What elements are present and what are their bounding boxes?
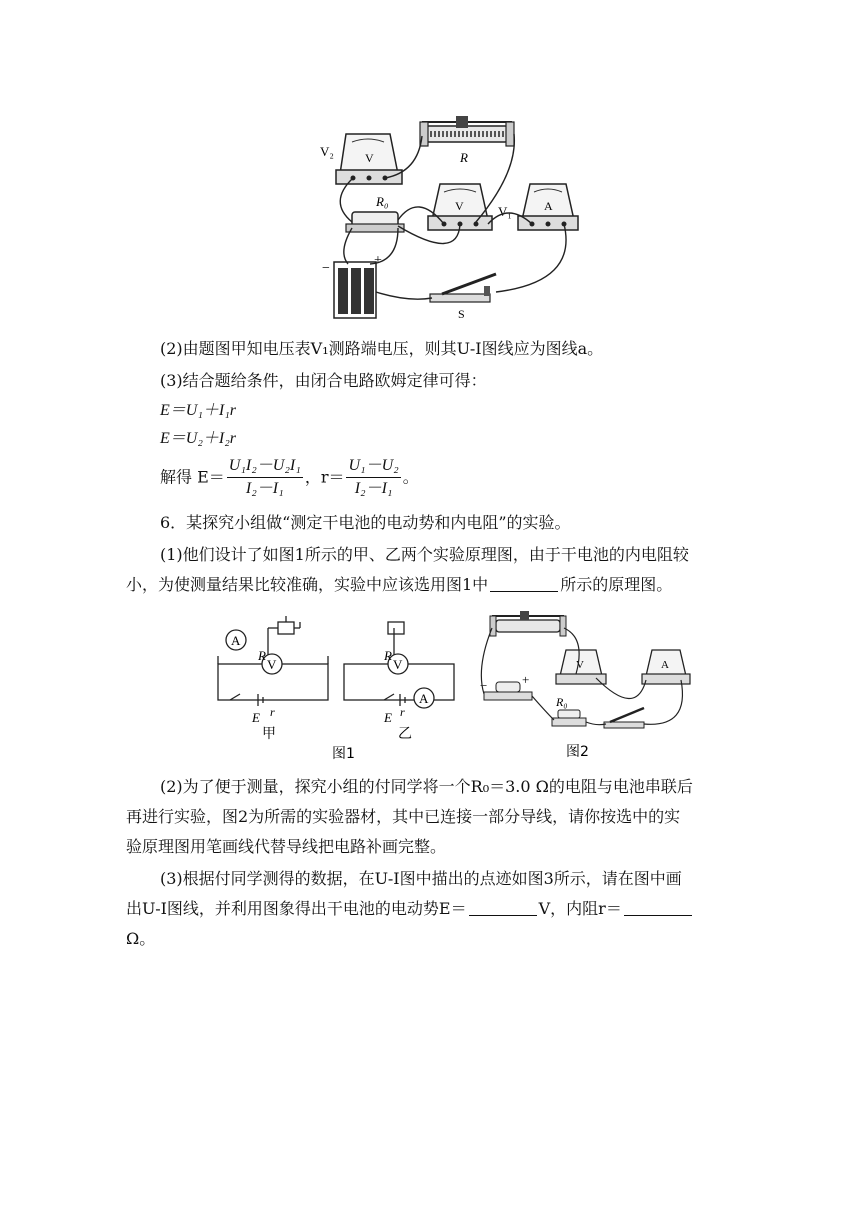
q6-1-text-a: 小，为使测量结果比较准确，实验中应该选用图1中 — [126, 575, 489, 594]
battery-minus: − — [322, 261, 330, 276]
q6-1-text-b: 所示的原理图。 — [560, 575, 673, 594]
solution-line — [160, 456, 419, 499]
equation-1: E＝U₁＋I₁r — [160, 402, 237, 419]
fig2-plus: + — [522, 672, 530, 687]
figure-2-apparatus — [476, 608, 692, 762]
fig1-caption: 图1 — [332, 746, 355, 762]
v1-meter-label: V — [455, 199, 464, 213]
answer-blank-resistance[interactable] — [624, 899, 692, 916]
q6-3-text-b: V，内阻r＝ — [538, 899, 622, 918]
voltmeter-v1 — [428, 184, 492, 230]
para-3: (3)结合题给条件，由闭合电路欧姆定律可得： — [160, 371, 487, 390]
switch-label: S — [458, 307, 465, 321]
question-6-part3-line1: (3)根据付同学测得的数据，在U-I图中描出的点迹如图3所示，请在图中画 — [160, 869, 682, 888]
fig2-voltmeter-label: V — [576, 659, 584, 671]
fig1-rint-jia: r — [270, 705, 275, 719]
ammeter-label: A — [544, 199, 553, 213]
apparatus-figure — [318, 112, 588, 324]
fig1-yi: 乙 — [398, 726, 412, 742]
fig2-minus: − — [480, 678, 488, 693]
figure-1-circuits — [214, 616, 464, 768]
fraction-e-denominator: I₂－I₁ — [245, 480, 284, 497]
fig1-jia: 甲 — [262, 726, 276, 742]
question-6-part1-line1: (1)他们设计了如图1所示的甲、乙两个实验原理图，由于干电池的内电阻较 — [160, 545, 689, 564]
v1-label: V₁ — [498, 204, 512, 219]
switch — [430, 274, 496, 321]
r0-label: R₀ — [376, 194, 389, 209]
fig2-ammeter-label: A — [661, 659, 669, 671]
q6-3-text-a: 出U-I图线，并利用图象得出干电池的电动势E＝ — [126, 899, 467, 918]
question-6-part2-line1: (2)为了便于测量，探究小组的付同学将一个R₀＝3.0 Ω的电阻与电池串联后 — [160, 777, 693, 796]
fig1-e-yi: E — [384, 710, 392, 725]
question-6-title: 6．某探究小组做“测定干电池的电动势和内电阻”的实验。 — [160, 513, 571, 532]
solution-prefix: 解得 E＝ — [160, 467, 225, 487]
fig1-voltmeter-jia: V — [267, 657, 277, 672]
question-6-part1-line2 — [126, 574, 672, 596]
battery-plus: + — [374, 253, 382, 268]
para-2: (2)由题图甲知电压表V₁测路端电压，则其U-I图线应为图线a。 — [160, 339, 604, 358]
fraction-r — [346, 456, 400, 499]
question-6-part3-line2 — [126, 898, 694, 920]
fig1-ammeter-yi: A — [419, 691, 429, 706]
solution-suffix: 。 — [402, 467, 419, 487]
equation-2: E＝U₂＋I₂r — [160, 430, 237, 447]
answer-blank-1[interactable] — [490, 575, 558, 592]
rheostat — [420, 116, 514, 165]
question-6-part2-line3: 验原理图用笔画线代替导线把电路补画完整。 — [126, 837, 447, 856]
fig1-r-jia: R — [258, 648, 266, 663]
battery — [322, 253, 382, 318]
fig1-ammeter-jia: A — [231, 633, 241, 648]
fraction-e — [227, 456, 303, 499]
rheostat-label: R — [460, 150, 468, 165]
v2-meter-label: V — [365, 151, 374, 165]
question-6-part3-line3: Ω。 — [126, 929, 156, 948]
fig2-r0: R₀ — [556, 695, 568, 709]
fig1-r-yi: R — [384, 648, 392, 663]
solution-mid: ，r＝ — [304, 467, 345, 487]
fig1-voltmeter-yi: V — [393, 657, 403, 672]
v2-label: V₂ — [320, 144, 334, 159]
answer-blank-emf[interactable] — [469, 899, 537, 916]
fig2-caption: 图2 — [566, 744, 589, 760]
fraction-r-denominator: I₂－I₁ — [354, 480, 393, 497]
fig1-e-jia: E — [252, 710, 260, 725]
question-6-part2-line2: 再进行实验，图2为所需的实验器材，其中已连接一部分导线，请你按选中的实 — [126, 807, 681, 826]
fraction-r-numerator: U₁－U₂ — [346, 456, 400, 478]
resistor-r0 — [346, 194, 404, 232]
fraction-e-numerator: U₁I₂－U₂I₁ — [227, 456, 303, 478]
ammeter — [518, 184, 578, 230]
fig1-rint-yi: r — [400, 705, 405, 719]
